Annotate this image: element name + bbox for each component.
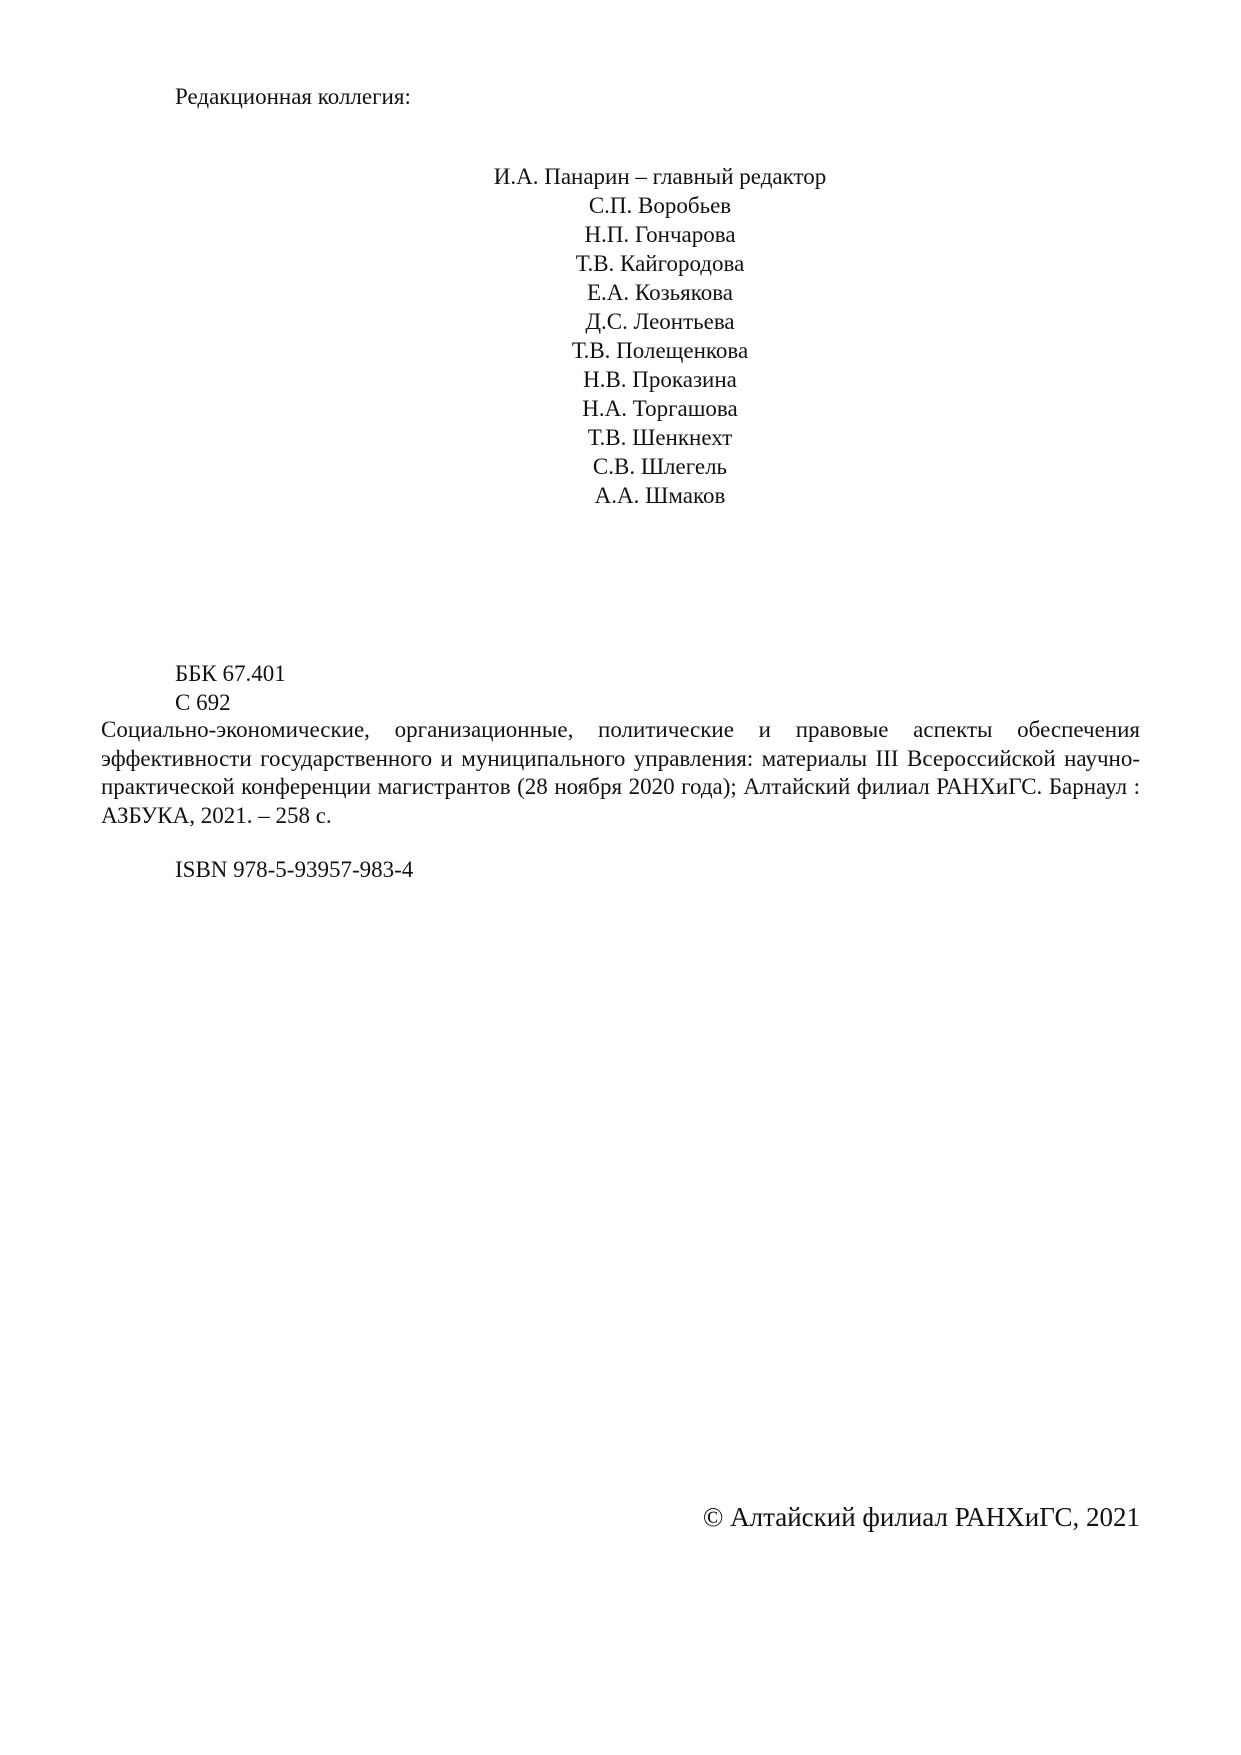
cutter-code: С 692 — [175, 690, 231, 715]
bibliographic-description: Социально-экономические, организационные, политические и правовые аспекты обеспечения эффективности государственного и муниципального управления: материалы III Всероссийской научно-практической конференции магистрантов (28 ноября 2020 года); Алтайский филиал РАНХиГС. Барнаул : АЗБУКА, 2021. – 258 с. — [101, 717, 1140, 828]
copyright-notice: © Алтайский филиал РАНХиГС, 2021 — [702, 1502, 1140, 1532]
board-member: Т.В. Кайгородова — [575, 251, 745, 276]
board-member: И.А. Панарин – главный редактор — [493, 164, 827, 189]
board-member: С.В. Шлегель — [592, 454, 728, 479]
board-member: Н.П. Гончарова — [584, 222, 736, 247]
board-member: Т.В. Шенкнехт — [587, 425, 733, 450]
board-member: Н.В. Проказина — [583, 367, 737, 392]
editorial-board-heading: Редакционная коллегия: — [175, 84, 411, 109]
board-member: А.А. Шмаков — [594, 483, 726, 508]
board-member: Д.С. Леонтьева — [585, 309, 735, 334]
board-member: Н.А. Торгашова — [582, 396, 738, 421]
bbk-code: ББК 67.401 — [175, 661, 286, 686]
isbn: ISBN 978-5-93957-983-4 — [175, 857, 414, 882]
board-member: Т.В. Полещенкова — [571, 338, 749, 363]
editorial-board-list — [400, 162, 920, 510]
board-member: С.П. Воробьев — [588, 193, 732, 218]
board-member: Е.А. Козьякова — [586, 280, 734, 305]
